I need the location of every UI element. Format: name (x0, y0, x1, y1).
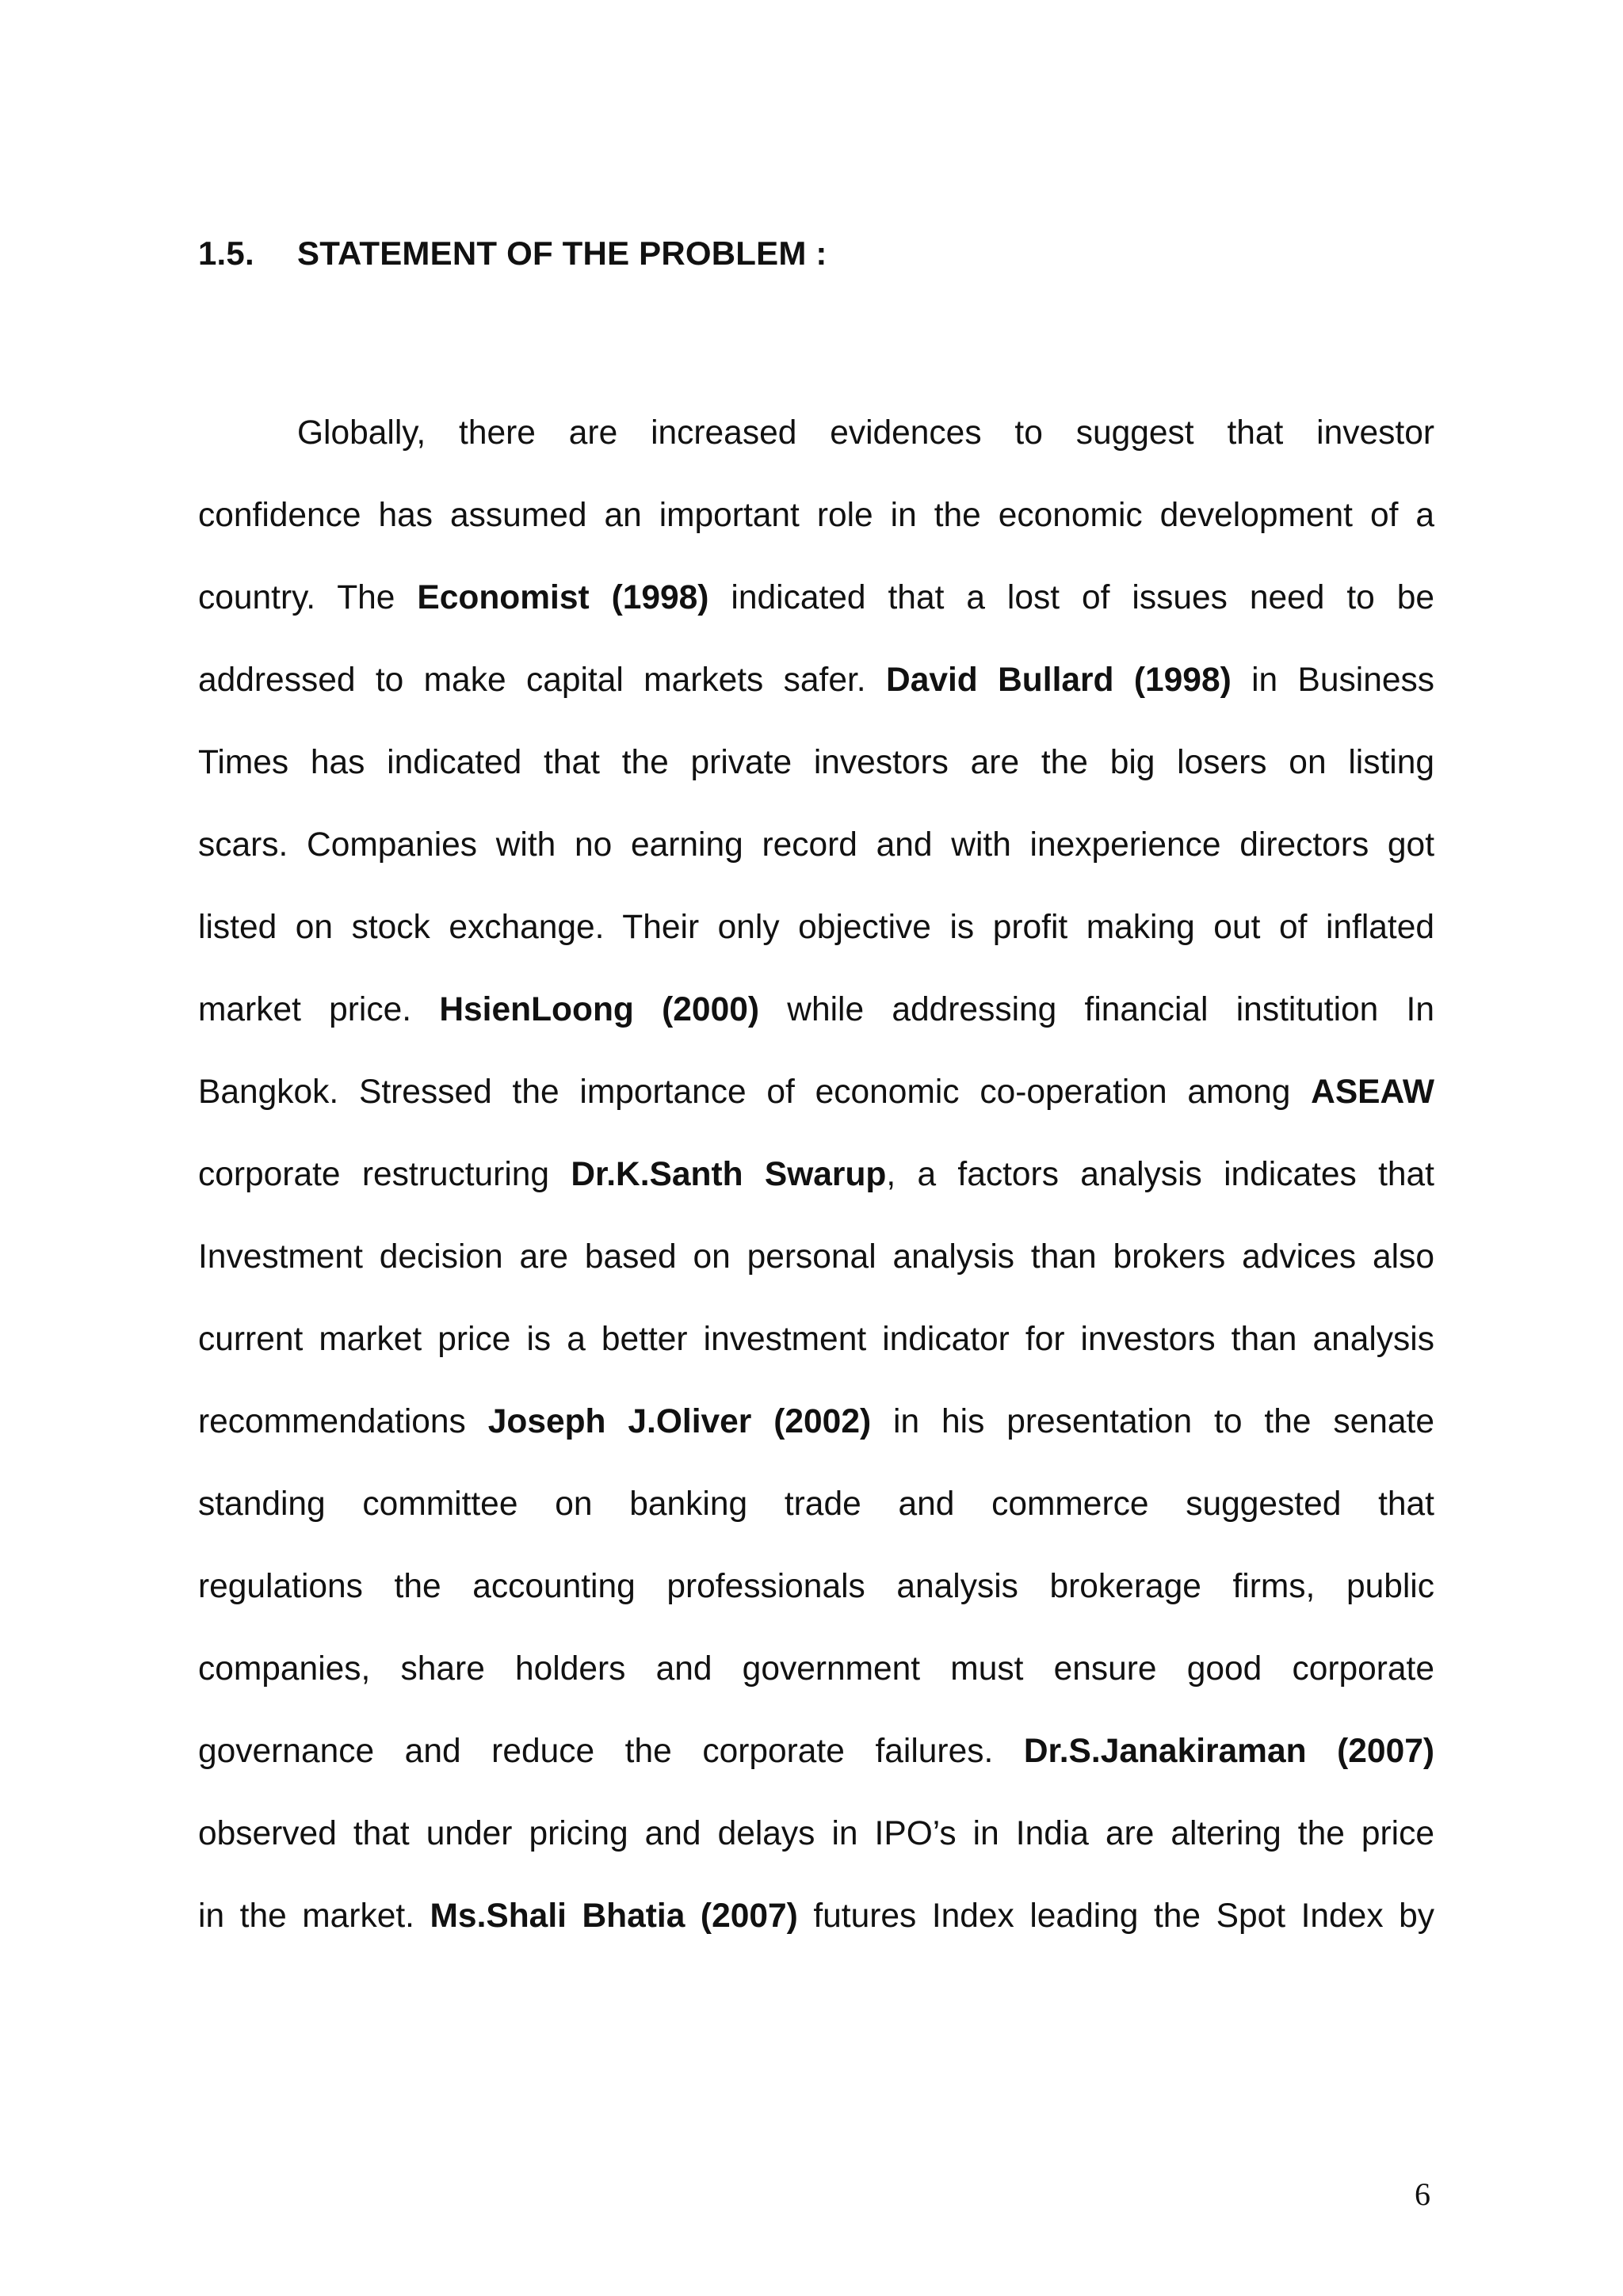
text-run: Times has indicated that the private investors are the big losers on listing (198, 744, 1434, 781)
text-line (198, 1299, 1434, 1381)
text-line (198, 1134, 1434, 1216)
text-line (198, 1463, 1434, 1546)
text-run: market price. (198, 991, 440, 1028)
text-run: Investment decision are based on personal analysis than brokers advices also (198, 1238, 1434, 1276)
text-line (198, 722, 1434, 804)
citation-bold: Joseph J.Oliver (2002) (487, 1403, 872, 1440)
text-run: indicated that a lost of issues need to be (708, 579, 1434, 616)
text-run: , a factors analysis indicates that (886, 1156, 1434, 1193)
text-line (198, 1051, 1434, 1134)
text-line (198, 1381, 1434, 1463)
text-line (198, 1216, 1434, 1299)
section-heading (198, 230, 827, 277)
text-run: scars. Companies with no earning record and with inexperience directors got (198, 826, 1434, 864)
text-run: regulations the accounting professionals analysis brokerage firms, public (198, 1568, 1434, 1605)
citation-bold: Ms.Shali Bhatia (2007) (430, 1897, 798, 1935)
text-line (198, 392, 1434, 475)
text-run: recommendations (198, 1403, 488, 1440)
text-line (198, 969, 1434, 1051)
citation-bold: HsienLoong (2000) (439, 991, 759, 1028)
text-run: country. The (198, 579, 418, 616)
text-run: in the market. (198, 1897, 430, 1935)
text-run: futures Index leading the Spot Index by (797, 1897, 1435, 1935)
text-line (198, 475, 1434, 557)
citation-bold: Dr.S.Janakiraman (2007) (1023, 1733, 1434, 1770)
section-number: 1.5. (198, 235, 254, 272)
text-run: while addressing financial institution In (759, 991, 1434, 1028)
text-run: standing committee on banking trade and commerce suggested that (198, 1486, 1434, 1523)
text-run: listed on stock exchange. Their only objective is profit making out of inflated (198, 909, 1434, 946)
text-line (198, 1546, 1434, 1628)
body-paragraph (198, 392, 1434, 1958)
text-line (198, 557, 1434, 639)
text-run: corporate restructuring (198, 1156, 571, 1193)
citation-bold: Dr.K.Santh Swarup (571, 1156, 887, 1193)
text-run: governance and reduce the corporate failures. (198, 1733, 1024, 1770)
text-run: current market price is a better investment indicator for investors than analysis (198, 1321, 1434, 1358)
text-line (198, 887, 1434, 969)
citation-bold: Economist (1998) (417, 579, 709, 616)
text-line (198, 639, 1434, 722)
section-title: STATEMENT OF THE PROBLEM : (297, 235, 827, 272)
citation-bold: ASEAW (1311, 1074, 1434, 1111)
text-line (198, 1711, 1434, 1793)
page-number: 6 (1415, 2176, 1430, 2212)
text-run: confidence has assumed an important role in the economic development of a (198, 497, 1434, 534)
text-run: observed that under pricing and delays in IPO’s in India are altering the price (198, 1815, 1434, 1852)
text-line (198, 804, 1434, 887)
text-line (198, 1793, 1434, 1875)
text-run: in his presentation to the senate (871, 1403, 1434, 1440)
citation-bold: David Bullard (1998) (886, 662, 1232, 699)
text-run: Bangkok. Stressed the importance of economic co-operation among (198, 1074, 1312, 1111)
text-run: companies, share holders and government must ensure good corporate (198, 1650, 1434, 1688)
text-run: addressed to make capital markets safer. (198, 662, 886, 699)
text-line (198, 1875, 1434, 1958)
text-line (198, 1628, 1434, 1711)
text-run: in Business (1231, 662, 1434, 699)
text-run: Globally, there are increased evidences to suggest that investor (297, 414, 1434, 452)
